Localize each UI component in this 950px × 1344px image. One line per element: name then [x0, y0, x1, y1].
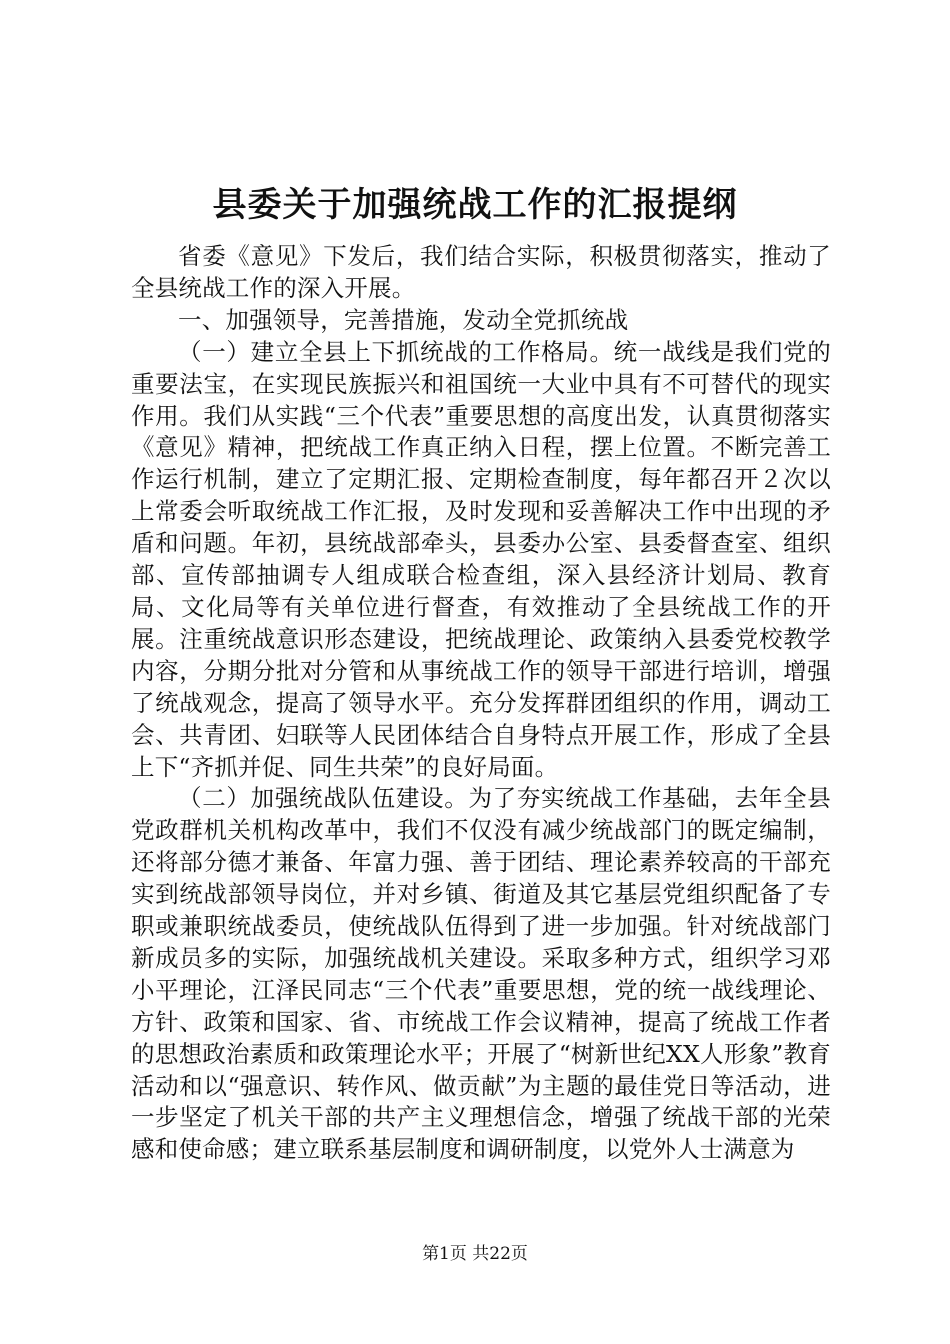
- document-title: 县委关于加强统战工作的汇报提纲: [212, 185, 738, 225]
- section-heading: 一、加强领导，完善措施，发动全党抓统战: [178, 305, 629, 334]
- intro-paragraph: 省委《意见》下发后，我们结合实际，积极贯彻落实，推动了全县统战工作的深入开展。: [131, 242, 831, 302]
- page-number-footer: 第1页 共22页: [422, 1244, 528, 1264]
- subsection-1-paragraph: （一）建立全县上下抓统战的工作格局。统一战线是我们党的重要法宝，在实现民族振兴和祖国统一大业中具有不可替代的现实作用。我们从实践“三个代表”重要思想的高度出发，认真贯彻落实《意见》精神，把统战工作真正纳入日程，摆上位置。不断完善工作运行机制，建立了定期汇报、定期检查制度，每年都召开２次以上常委会听取统战工作汇报，及时发现和妥善解决工作中出现的矛盾和问题。年初，县统战部牵头，县委办公室、县委督查室、组织部、宣传部抽调专人组成联合检查组，深入县经济计划局、教育局、文化局等有关单位进行督查，有效推动了全县统战工作的开展。注重统战意识形态建设，把统战理论、政策纳入县委党校教学内容，分期分批对分管和从事统战工作的领导干部进行培训，增强了统战观念，提高了领导水平。充分发挥群团组织的作用，调动工会、共青团、妇联等人民团体结合自身特点开展工作，形成了全县上下“齐抓并促、同生共荣”的良好局面。: [131, 337, 831, 781]
- subsection-2-paragraph: （二）加强统战队伍建设。为了夯实统战工作基础，去年全县党政群机关机构改革中，我们不仅没有减少统战部门的既定编制，还将部分德才兼备、年富力强、善于团结、理论素养较高的干部充实到统战部领导岗位，并对乡镇、街道及其它基层党组织配备了专职或兼职统战委员，使统战队伍得到了进一步加强。针对统战部门新成员多的实际，加强统战机关建设。采取多种方式，组织学习邓小平理论，江泽民同志“三个代表”重要思想，党的统一战线理论、方针、政策和国家、省、市统战工作会议精神，提高了统战工作者的思想政治素质和政策理论水平；开展了“树新世纪XX人形象”教育活动和以“强意识、转作风、做贡献”为主题的最佳党日等活动，进一步坚定了机关干部的共产主义理想信念，增强了统战干部的光荣感和使命感；建立联系基层制度和调研制度，以党外人士满意为: [131, 784, 831, 1164]
- document-body: [131, 241, 831, 1166]
